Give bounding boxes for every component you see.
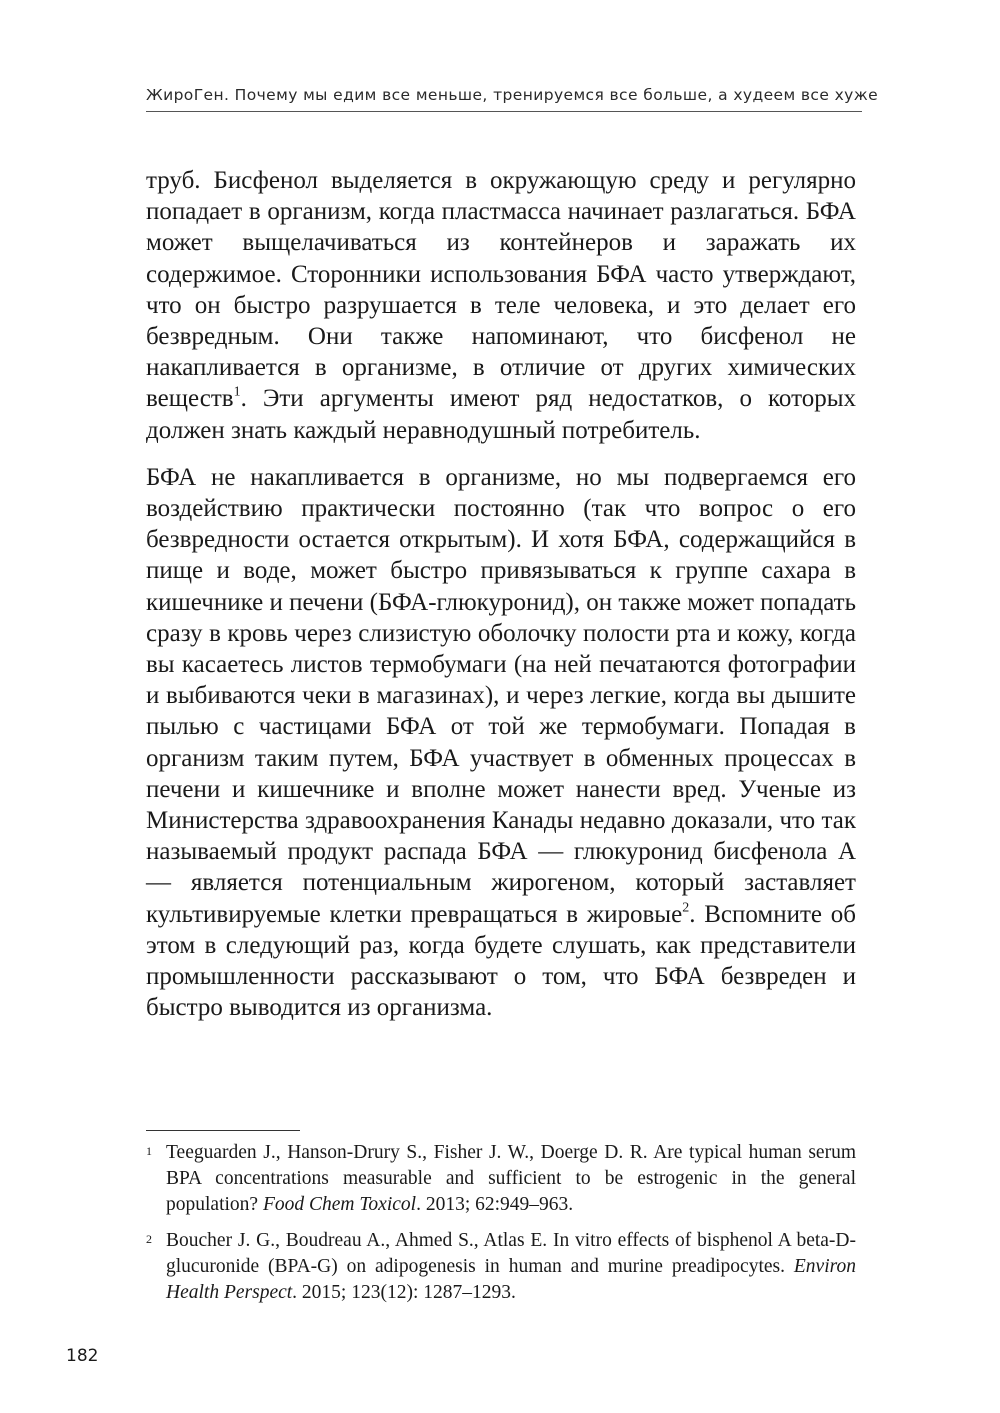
footnote-citation: Boucher J. G., Boudreau A., Ahmed S., Atlas E. In vitro effects of bisphenol A beta-D-glucuronide (BPA-G) on adipogenesis in human and murine preadipocytes. [166,1230,856,1277]
footnote-journal: Food Chem Toxicol [262,1194,417,1215]
footnote-number: 2 [146,1232,152,1246]
footnote-divider [146,1130,300,1131]
running-head-title: ЖироГен. Почему мы едим все меньше, тренируемся все больше, а худеем все хуже [146,86,879,104]
footnote-number: 1 [146,1144,152,1158]
footnote-text [166,1228,856,1306]
footnote-text [166,1140,856,1218]
footnote-citation-tail: . 2013; 62:949–963. [416,1194,574,1215]
footnote [146,1140,856,1218]
footnote-citation-tail: . 2015; 123(12): 1287–1293. [292,1282,516,1303]
paragraph-text: труб. Бисфенол выделяется в окружающую среду и регулярно попадает в организм, когда пластмасса начинает разлагаться. БФА может выщелачиваться из контейнеров и заражать их содержимое. Сторонники использования БФА часто утверждают, что он быстро разрушается в теле человека, и это делает его безвредным. Они также напоминают, что бисфенол не накапливается в организме, в отличие от других химических веществ [146,167,856,413]
main-text [146,165,856,1023]
footnote-journal: Environ Health Perspect [166,1256,856,1303]
paragraph [146,165,856,446]
paragraph-text: . Вспомните об этом в следующий раз, когда будете слушать, как представители промышленности рассказывают о том, что БФА безвреден и быстро выводится из организма. [146,900,857,1022]
footnote-citation: Teeguarden J., Hanson-Drury S., Fisher J. W., Doerge D. R. Are typical human serum BPA concentrations measurable and sufficient to be estrogenic in the general population? [166,1142,856,1215]
footnote-reference[interactable]: 2 [682,900,690,916]
paragraph-text: БФА не накапливается в организме, но мы подвергаемся его воздействию практически постоянно (так что вопрос о его безвредности остается открытым). И хотя БФА, содержащийся в пище и воде, может быстро привязываться к группе сахара в кишечнике и печени (БФА-глюкуронид), он также может попадать сразу в кровь через слизистую оболочку полости рта и кожу, когда вы касаетесь листов термобумаги (на ней печатаются фотографии и выбиваются чеки в магазинах), и через легкие, когда вы дышите пылью с частицами БФА от той же термобумаги. Попадая в организм таким путем, БФА участвует в обменных процессах в печени и кишечнике и вполне может нанести вред. Ученые из Министерства здравоохранения Канады недавно доказали, что так называемый продукт распада БФА — глюкуронид бисфенола А — является потенциальным жирогеном, который заставляет культивируемые клетки превращаться в жировые [146,463,856,928]
paragraph-text: . Эти аргументы имеют ряд недостатков, о которых должен знать каждый неравнодушный потребитель. [146,385,856,444]
footnote-reference[interactable]: 1 [233,384,241,400]
paragraph [146,462,856,1024]
page-number: 182 [66,1346,99,1366]
header-divider [146,111,862,112]
footnote [146,1228,856,1306]
footnotes [146,1140,856,1316]
